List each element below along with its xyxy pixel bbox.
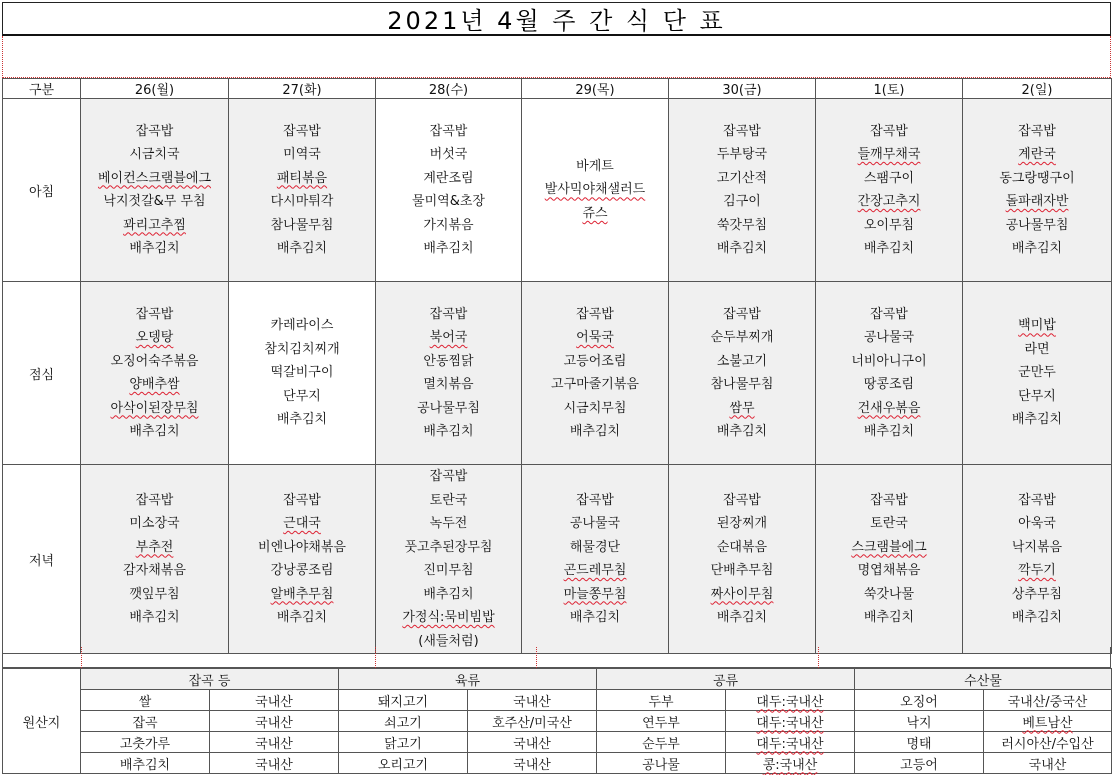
dotted-divider: [536, 647, 537, 668]
menu-item: 쥬스: [582, 205, 608, 221]
separator-row: [2, 647, 1111, 668]
menu-item: 부추전: [135, 539, 174, 555]
menu-item: 꽈리고추찜: [123, 217, 186, 233]
menu-item: 버섯국: [429, 147, 468, 162]
origin-text: 호주산/미국산: [492, 715, 572, 731]
origin-text: 낙지: [906, 715, 932, 731]
origin-text: 쌀: [138, 694, 152, 710]
menu-item: 비엔나야채볶음: [258, 539, 346, 555]
menu-item: 마늘쫑무침: [563, 586, 627, 602]
origin-group-header: 공류: [597, 669, 855, 690]
origin-text: 잡곡: [132, 715, 158, 731]
menu-item: 북어국: [429, 330, 468, 345]
menu-item: 단무지: [283, 388, 321, 404]
menu-item: 근대국: [283, 516, 321, 531]
menu-cell: [669, 465, 816, 654]
menu-item: 스팸구이: [863, 170, 915, 186]
menu-item: (새들처럼): [418, 633, 479, 649]
menu-item: 잡곡밥: [135, 123, 174, 139]
menu-item: 배추김치: [1011, 412, 1063, 428]
menu-item: 잡곡밥: [135, 492, 174, 508]
origin-text: 국내산: [255, 694, 293, 710]
origin-row: [3, 690, 1112, 711]
menu-item: 잡곡밥: [723, 492, 761, 508]
origin-country: [726, 732, 855, 753]
origin-text: 대두:국내산: [756, 736, 824, 752]
menu-item: 아삭이된장무침: [110, 400, 199, 416]
menu-item: 단무지: [1018, 388, 1056, 404]
dotted-divider: [81, 647, 82, 668]
origin-group-header: 육류: [339, 669, 597, 690]
origin-country: [984, 753, 1112, 774]
menu-item: 잡곡밥: [283, 123, 321, 139]
day-header: 30(금): [669, 79, 816, 99]
menu-item: 시금치무침: [563, 400, 627, 416]
menu-item: 잡곡밥: [135, 306, 174, 322]
menu-item: 공나물무침: [1005, 217, 1069, 233]
menu-item: 패티볶음: [276, 170, 328, 186]
page-title: [2, 2, 1111, 36]
menu-cell: [376, 465, 522, 654]
menu-item: 배추김치: [863, 610, 915, 625]
menu-item: 배추김치: [1011, 241, 1063, 256]
menu-cell: [376, 99, 522, 282]
menu-cell: [963, 282, 1112, 465]
origin-item: [81, 711, 210, 732]
menu-item: 배추김치: [716, 610, 768, 625]
menu-cell: [81, 99, 229, 282]
menu-item: 순두부찌개: [710, 330, 774, 345]
menu-item: 떡갈비구이: [270, 365, 334, 381]
menu-cell: [669, 99, 816, 282]
menu-item: 공나물국: [569, 516, 621, 531]
day-header: 28(수): [376, 79, 522, 99]
menu-item: 배추김치: [1011, 610, 1063, 625]
menu-item: 미역국: [283, 147, 321, 162]
menu-item: 배추김치: [423, 586, 474, 602]
origin-text: 국내산: [513, 694, 551, 710]
menu-cell: [229, 282, 376, 465]
origin-item: [81, 690, 210, 711]
origin-item: [855, 732, 984, 753]
menu-item: 배추김치: [423, 424, 474, 439]
menu-item: 짜사이무침: [710, 586, 774, 602]
menu-item: 잡곡밥: [576, 306, 614, 322]
title-text: 2021년 4월 주 간 식 단 표: [387, 7, 726, 35]
menu-item: 들깨무채국: [857, 147, 921, 162]
menu-item: 풋고추된장무침: [404, 539, 493, 555]
origin-country: [468, 732, 597, 753]
origin-text: 두부: [648, 694, 674, 710]
origin-country: [726, 690, 855, 711]
meal-label: 저녁: [3, 465, 81, 654]
menu-item: 진미무침: [423, 563, 474, 578]
origin-country: [726, 753, 855, 774]
menu-item: 배추김치: [276, 610, 328, 625]
header-row: [3, 79, 1112, 99]
menu-item: 멸치볶음: [423, 377, 474, 392]
menu-item: 고구마줄기볶음: [551, 377, 639, 392]
menu-item: 잡곡밥: [429, 306, 468, 322]
origin-row: [3, 732, 1112, 753]
menu-cell: [816, 99, 963, 282]
origin-item: [855, 711, 984, 732]
menu-item: 건새우볶음: [857, 400, 921, 416]
menu-cell: [229, 99, 376, 282]
origin-row: [3, 711, 1112, 732]
meal-row: [3, 282, 1112, 465]
meal-row: [3, 465, 1112, 654]
menu-item: 군만두: [1018, 365, 1056, 381]
menu-cell: [522, 465, 669, 654]
origin-text: 쇠고기: [384, 715, 422, 731]
origin-country: [984, 711, 1112, 732]
menu-item: 잡곡밥: [870, 123, 908, 139]
menu-item: 잡곡밥: [429, 123, 468, 139]
meal-label: 점심: [3, 282, 81, 465]
meal-row: [3, 99, 1112, 282]
origin-country: [210, 711, 339, 732]
origin-text: 국내산/중국산: [1007, 694, 1088, 710]
menu-item: 깻잎무침: [129, 586, 180, 602]
origin-country: [210, 753, 339, 774]
origin-item: [855, 753, 984, 774]
origin-item: [81, 732, 210, 753]
origin-text: 대두:국내산: [756, 694, 824, 710]
menu-item: 소불고기: [716, 353, 768, 369]
menu-item: 배추김치: [276, 412, 328, 428]
origin-item: [597, 711, 726, 732]
menu-item: 토란국: [870, 516, 908, 531]
menu-item: 낙지볶음: [1011, 539, 1063, 555]
menu-item: 베이컨스크램블에그: [97, 170, 212, 186]
menu-item: 잡곡밥: [576, 492, 614, 508]
menu-item: 상추무침: [1011, 586, 1063, 602]
header-label: 구분: [3, 79, 81, 99]
origin-text: 국내산: [255, 757, 293, 773]
menu-item: 배추김치: [129, 241, 180, 256]
menu-cell: [376, 282, 522, 465]
origin-row: [3, 753, 1112, 774]
menu-item: 미소장국: [129, 516, 180, 531]
origin-item: [597, 690, 726, 711]
origin-text: 명태: [906, 736, 932, 752]
menu-cell: [81, 282, 229, 465]
menu-body: [3, 99, 1112, 654]
origin-text: 대두:국내산: [756, 715, 824, 731]
origin-text: 콩:국내산: [762, 757, 818, 773]
menu-item: 배추김치: [276, 241, 328, 256]
origin-text: 국내산: [1028, 757, 1067, 773]
menu-item: 감자채볶음: [123, 563, 186, 578]
menu-item: 배추김치: [569, 610, 621, 625]
menu-item: 바게트: [576, 158, 614, 174]
menu-item: 참나물무침: [710, 377, 774, 392]
origin-item: [855, 690, 984, 711]
menu-item: 잡곡밥: [870, 492, 908, 508]
menu-item: 배추김치: [423, 241, 474, 256]
origin-text: 돼지고기: [377, 694, 429, 710]
origin-country: [468, 753, 597, 774]
menu-item: 배추김치: [863, 241, 915, 256]
menu-item: 참치김치찌개: [264, 341, 340, 357]
origin-country: [468, 690, 597, 711]
origin-text: 공나물: [642, 757, 680, 773]
menu-item: 김구이: [723, 194, 761, 209]
menu-item: 순대볶음: [716, 539, 768, 555]
origin-text: 연두부: [642, 715, 680, 731]
origin-text: 오리고기: [377, 757, 429, 773]
menu-item: 된장찌개: [716, 516, 768, 531]
day-header: 27(화): [229, 79, 376, 99]
origin-text: 오징어: [900, 694, 938, 710]
origin-group-header: 수산물: [855, 669, 1112, 690]
menu-item: 오뎅탕: [135, 330, 174, 345]
menu-item: 배추김치: [863, 424, 915, 439]
day-header: 26(월): [81, 79, 229, 99]
menu-item: 쌈무: [729, 400, 755, 416]
origin-text: 순두부: [642, 736, 680, 752]
menu-item: 스크램블에그: [851, 539, 927, 555]
menu-item: 어묵국: [576, 330, 614, 345]
menu-item: 시금치국: [129, 147, 180, 162]
origin-country: [726, 711, 855, 732]
menu-item: 다시마튀각: [270, 194, 334, 209]
weekly-menu-table: [2, 78, 1112, 654]
menu-item: 잡곡밥: [1018, 492, 1056, 508]
origin-country: [210, 732, 339, 753]
menu-item: 너비아니구이: [851, 353, 927, 369]
menu-item: 간장고추지: [857, 194, 921, 209]
origin-label: 원산지: [3, 669, 81, 774]
origin-text: 배추김치: [119, 757, 171, 773]
menu-cell: [229, 465, 376, 654]
origin-country: [468, 711, 597, 732]
origin-text: 국내산: [255, 736, 293, 752]
menu-item: 잡곡밥: [723, 306, 761, 322]
origin-text: 고등어: [900, 757, 938, 773]
origin-text: 고춧가루: [119, 736, 171, 752]
menu-item: 백미밥: [1018, 318, 1056, 334]
day-header: 29(목): [522, 79, 669, 99]
menu-item: 잡곡밥: [1018, 123, 1056, 139]
origin-body: [3, 669, 1112, 774]
origin-item: [339, 690, 468, 711]
origin-text: 국내산: [255, 715, 293, 731]
menu-item: 알배추무침: [270, 586, 334, 602]
menu-item: 물미역&초장: [412, 194, 485, 209]
menu-item: 녹두전: [429, 516, 468, 531]
menu-item: 발사믹야채샐러드: [544, 182, 646, 198]
origin-country: [210, 690, 339, 711]
menu-item: 카레라이스: [270, 318, 334, 334]
dotted-divider: [818, 647, 819, 668]
menu-item: 참나물무침: [270, 217, 334, 233]
menu-item: 땅콩조림: [863, 377, 915, 392]
menu-item: 명엽채볶음: [857, 563, 921, 578]
menu-item: 잡곡밥: [429, 469, 468, 484]
origin-item: [81, 753, 210, 774]
menu-item: 배추김치: [716, 424, 768, 439]
menu-item: 해물경단: [569, 539, 621, 555]
menu-cell: [669, 282, 816, 465]
menu-cell: [522, 282, 669, 465]
menu-cell: [522, 99, 669, 282]
origin-text: 러시아산/수입산: [1001, 736, 1094, 752]
dotted-divider: [375, 647, 376, 668]
menu-item: 라면: [1024, 341, 1050, 357]
menu-item: 계란국: [1018, 147, 1056, 162]
menu-item: 가정식:묵비빔밥: [402, 610, 495, 625]
menu-item: 잡곡밥: [723, 123, 761, 139]
menu-item: 양배추쌈: [129, 377, 180, 392]
origin-group-row: [3, 669, 1112, 690]
menu-item: 계란조림: [423, 170, 474, 186]
menu-item: 토란국: [429, 492, 468, 508]
menu-item: 아욱국: [1018, 516, 1056, 531]
origin-group-header: 잡곡 등: [81, 669, 339, 690]
menu-item: 곤드레무침: [563, 563, 627, 578]
menu-item: 고등어조림: [563, 353, 627, 369]
menu-item: 공나물국: [863, 330, 915, 345]
menu-item: 가지볶음: [423, 217, 474, 233]
meal-label: 아침: [3, 99, 81, 282]
origin-table: [2, 668, 1112, 774]
origin-country: [984, 732, 1112, 753]
origin-item: [339, 711, 468, 732]
menu-cell: [963, 99, 1112, 282]
spacer-row: [2, 36, 1111, 78]
menu-item: 깍두기: [1018, 563, 1056, 578]
origin-item: [339, 753, 468, 774]
menu-item: 두부탕국: [716, 147, 768, 162]
menu-item: 낙지젓갈&무 무침: [103, 194, 206, 209]
menu-cell: [816, 282, 963, 465]
menu-cell: [816, 465, 963, 654]
menu-item: 배추김치: [129, 610, 180, 625]
origin-country: [984, 690, 1112, 711]
menu-item: 단배추무침: [710, 563, 774, 578]
menu-item: 잡곡밥: [283, 492, 321, 508]
day-header: 2(일): [963, 79, 1112, 99]
menu-item: 배추김치: [129, 424, 180, 439]
origin-text: 국내산: [513, 757, 551, 773]
origin-item: [339, 732, 468, 753]
origin-text: 국내산: [513, 736, 551, 752]
menu-item: 쑥갓나물: [863, 586, 915, 602]
origin-text: 베트남산: [1022, 715, 1073, 731]
menu-item: 쑥갓무침: [716, 217, 768, 233]
menu-item: 동그랑땡구이: [999, 170, 1075, 186]
menu-item: 배추김치: [716, 241, 768, 256]
menu-item: 배추김치: [569, 424, 621, 439]
menu-item: 오이무침: [863, 217, 915, 233]
menu-cell: [81, 465, 229, 654]
origin-item: [597, 732, 726, 753]
menu-item: 고기산적: [716, 170, 768, 186]
menu-item: 안동찜닭: [423, 353, 474, 369]
menu-item: 돌파래자반: [1005, 194, 1069, 209]
menu-item: 강낭콩조림: [270, 563, 334, 578]
menu-item: 잡곡밥: [870, 306, 908, 322]
menu-item: 오징어숙주볶음: [110, 353, 199, 369]
origin-text: 닭고기: [384, 736, 422, 752]
menu-cell: [963, 465, 1112, 654]
day-header: 1(토): [816, 79, 963, 99]
origin-item: [597, 753, 726, 774]
menu-item: 공나물무침: [417, 400, 480, 416]
